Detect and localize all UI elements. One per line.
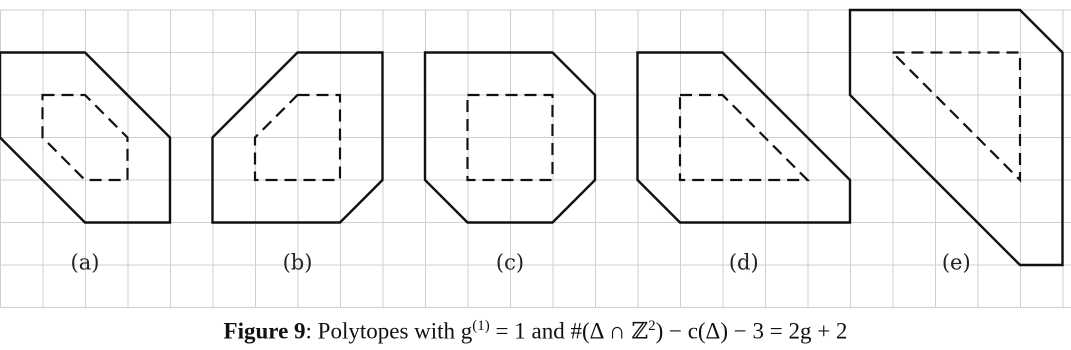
caption-superscript-2: 2 [648, 318, 656, 334]
caption-text-2: = 1 and #(Δ ∩ ℤ [489, 318, 649, 344]
caption-text: : Polytopes with g [305, 318, 473, 344]
panel-label: (e) [941, 250, 971, 275]
background-grid [0, 10, 1071, 308]
caption-text-3: ) − c(Δ) − 3 = 2g + 2 [655, 318, 848, 344]
polytope-panel-d [638, 53, 851, 275]
panel-label: (b) [282, 250, 313, 275]
caption-superscript: (1) [472, 318, 490, 334]
caption-figure-number: Figure 9 [223, 318, 306, 344]
figure-caption [0, 318, 1071, 345]
polytope-panels [0, 10, 1063, 274]
panel-label: (a) [70, 250, 100, 275]
panel-label: (c) [495, 250, 525, 275]
polytope-panel-e [850, 10, 1063, 274]
inner-polytope [893, 53, 1021, 181]
panel-label: (d) [728, 250, 759, 275]
